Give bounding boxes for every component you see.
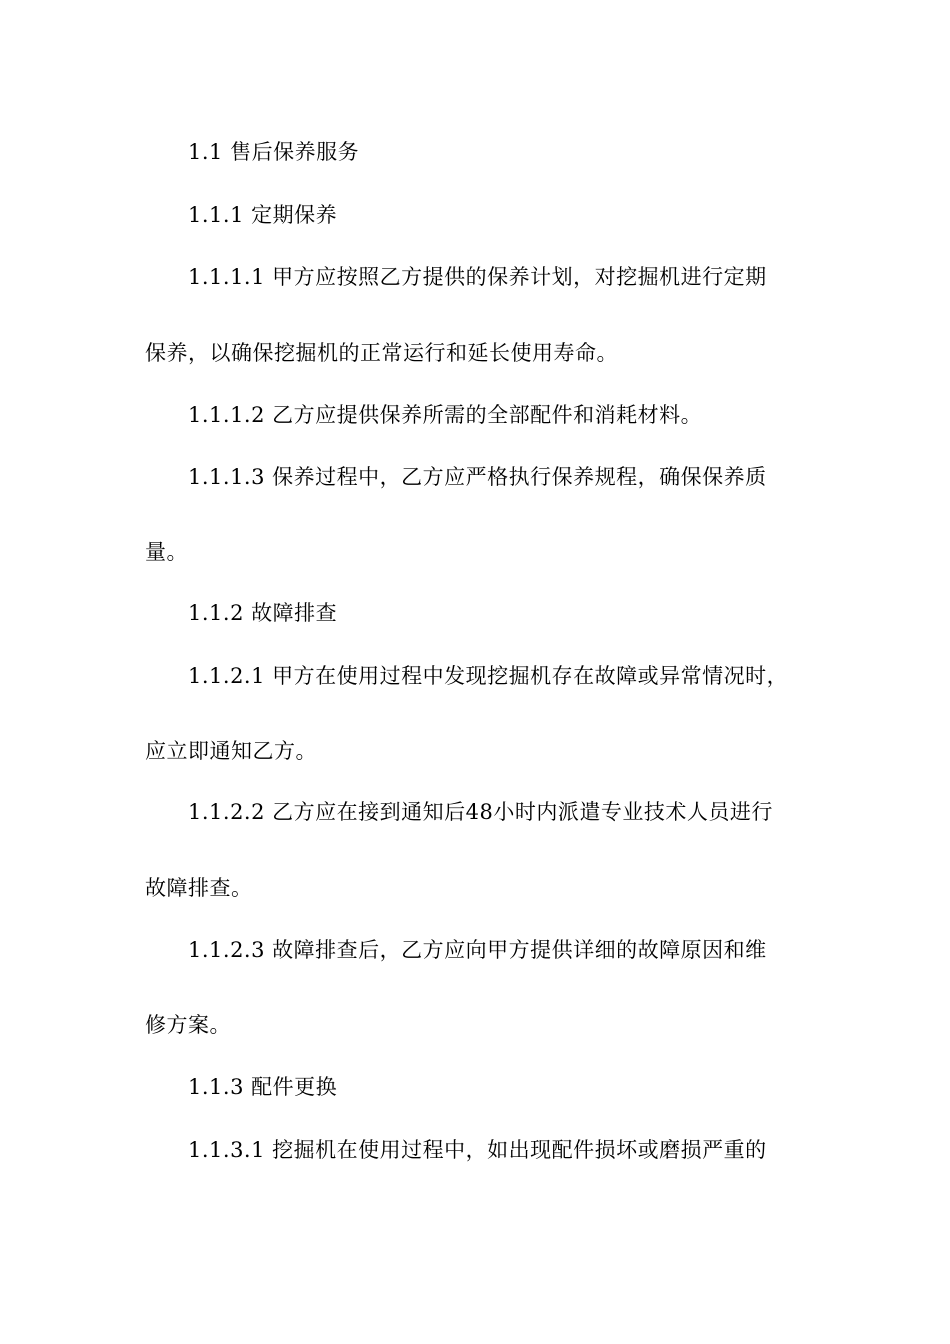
paragraph-line: 1.1.1.2 乙方应提供保养所需的全部配件和消耗材料。 (188, 403, 703, 427)
paragraph-line: 故障排查。 (145, 876, 253, 900)
paragraph-line: 1.1.1.3 保养过程中，乙方应严格执行保养规程，确保保养质 (188, 465, 767, 489)
paragraph-line: 1.1.1.1 甲方应按照乙方提供的保养计划，对挖掘机进行定期 (188, 265, 767, 289)
paragraph-line: 量。 (145, 540, 188, 564)
section-heading-1-1: 1.1 售后保养服务 (188, 140, 360, 164)
paragraph-line: 1.1.3.1 挖掘机在使用过程中，如出现配件损坏或磨损严重的 (188, 1138, 767, 1162)
subsection-heading-1-1-2: 1.1.2 故障排查 (188, 601, 338, 625)
subsection-heading-1-1-1: 1.1.1 定期保养 (188, 203, 338, 227)
paragraph-line: 1.1.2.1 甲方在使用过程中发现挖掘机存在故障或异常情况时， (188, 664, 789, 688)
paragraph-line: 1.1.2.2 乙方应在接到通知后48小时内派遣专业技术人员进行 (188, 800, 773, 824)
paragraph-line: 修方案。 (145, 1013, 231, 1037)
paragraph-line: 应立即通知乙方。 (145, 739, 317, 763)
subsection-heading-1-1-3: 1.1.3 配件更换 (188, 1075, 338, 1099)
paragraph-line: 1.1.2.3 故障排查后，乙方应向甲方提供详细的故障原因和维 (188, 938, 767, 962)
paragraph-line: 保养，以确保挖掘机的正常运行和延长使用寿命。 (145, 341, 618, 365)
